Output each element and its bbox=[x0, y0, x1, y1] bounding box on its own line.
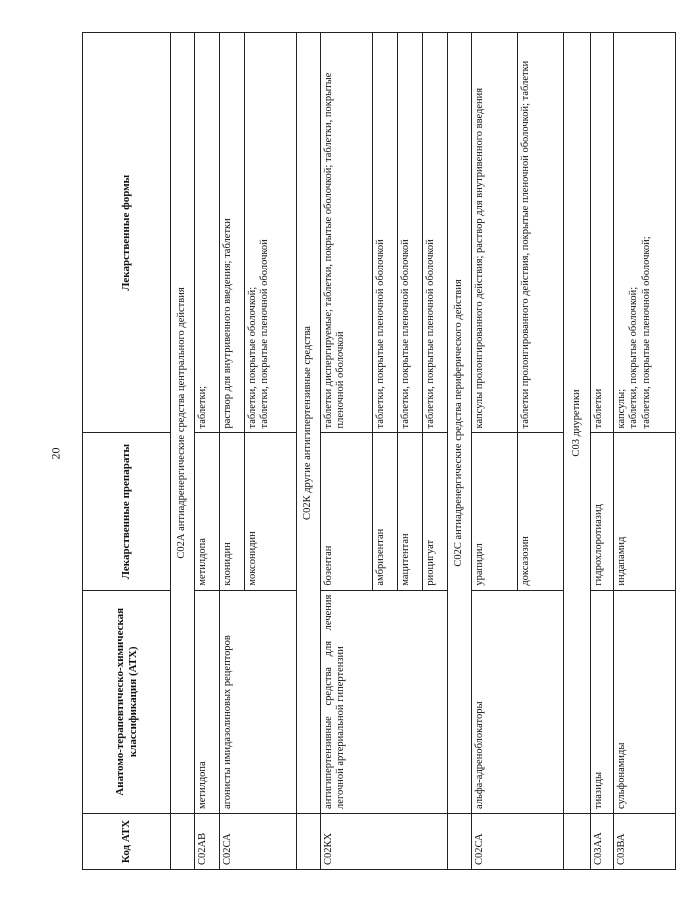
header-code: Код АТХ bbox=[83, 813, 171, 869]
row-classification: сульфонамиды bbox=[614, 590, 676, 813]
group-row-c02k bbox=[297, 33, 321, 870]
row-code: С03ВА bbox=[614, 813, 676, 869]
row-preparation: мацитентан bbox=[398, 433, 423, 590]
group-cell-blank bbox=[297, 813, 321, 869]
row-form: таблетки диспергируемые; таблетки, покрытые оболочкой; таблетки, покрытые пленочной оболочкой bbox=[321, 33, 373, 433]
group-cell-blank bbox=[171, 813, 195, 869]
row-preparation: гидрохлоротиазид bbox=[591, 433, 614, 590]
row-code: С02СА bbox=[472, 813, 564, 869]
row-form: раствор для внутривенного введения; таблетки bbox=[220, 33, 245, 433]
group-row-c02a bbox=[171, 33, 195, 870]
group-row-c03 bbox=[564, 33, 591, 870]
row-code: С02АВ bbox=[195, 813, 220, 869]
row-code: С02СА bbox=[220, 813, 297, 869]
row-preparation: амбризентан bbox=[373, 433, 398, 590]
row-classification: агонисты имидазолиновых рецепторов bbox=[220, 590, 297, 813]
row-form: капсулы; таблетки, покрытые оболочкой; таблетки, покрытые пленочной оболочкой; bbox=[614, 33, 676, 433]
page-number: 20 bbox=[48, 447, 63, 460]
row-preparation: метилдопа bbox=[195, 433, 220, 590]
group-title: С02К другие антигипертензивные средства bbox=[297, 33, 321, 814]
group-title: С03 диуретики bbox=[564, 33, 591, 814]
row-form: таблетки; bbox=[195, 33, 220, 433]
table-row bbox=[591, 33, 614, 870]
row-code: С02КХ bbox=[321, 813, 448, 869]
group-cell-blank bbox=[564, 813, 591, 869]
table-row bbox=[195, 33, 220, 870]
table-row bbox=[614, 33, 676, 870]
row-classification: альфа-адреноблокаторы bbox=[472, 590, 564, 813]
group-cell-blank bbox=[448, 813, 472, 869]
group-title: С02А антиадренергические средства центрального действия bbox=[171, 33, 195, 814]
row-preparation: индапамид bbox=[614, 433, 676, 590]
rotated-table-container bbox=[82, 32, 652, 870]
row-preparation: урапидил bbox=[472, 433, 518, 590]
row-preparation: моксонидин bbox=[245, 433, 297, 590]
table-row bbox=[220, 33, 245, 870]
row-classification: метилдопа bbox=[195, 590, 220, 813]
table-header-row bbox=[83, 33, 171, 870]
group-title: С02С антиадренергические средства периферического действия bbox=[448, 33, 472, 814]
table-row bbox=[321, 33, 373, 870]
row-code: С03АА bbox=[591, 813, 614, 869]
row-form: таблетки, покрытые оболочкой; таблетки, покрытые пленочной оболочкой bbox=[245, 33, 297, 433]
row-classification: тиазиды bbox=[591, 590, 614, 813]
row-form: капсулы пролонгированного действия; раствор для внутривенного введения bbox=[472, 33, 518, 433]
header-preparations: Лекарственные препараты bbox=[83, 433, 171, 590]
row-form: таблетки bbox=[591, 33, 614, 433]
header-classification: Анатомо-терапевтическо-химическая классификация (АТХ) bbox=[83, 590, 171, 813]
table-row bbox=[472, 33, 518, 870]
group-row-c02c bbox=[448, 33, 472, 870]
row-preparation: доксазозин bbox=[518, 433, 564, 590]
row-preparation: бозентан bbox=[321, 433, 373, 590]
row-form: таблетки, покрытые пленочной оболочкой bbox=[373, 33, 398, 433]
atc-drug-table bbox=[82, 32, 676, 870]
row-form: таблетки, покрытые пленочной оболочкой bbox=[423, 33, 448, 433]
row-form: таблетки, покрытые пленочной оболочкой bbox=[398, 33, 423, 433]
row-preparation: клонидин bbox=[220, 433, 245, 590]
row-form: таблетки пролонгированного действия, покрытые пленочной оболочкой; таблетки bbox=[518, 33, 564, 433]
row-preparation: риоцигуат bbox=[423, 433, 448, 590]
header-forms: Лекарственные формы bbox=[83, 33, 171, 433]
row-classification: антигипертензивные средства для лечения легочной артериальной гипертензии bbox=[321, 590, 448, 813]
